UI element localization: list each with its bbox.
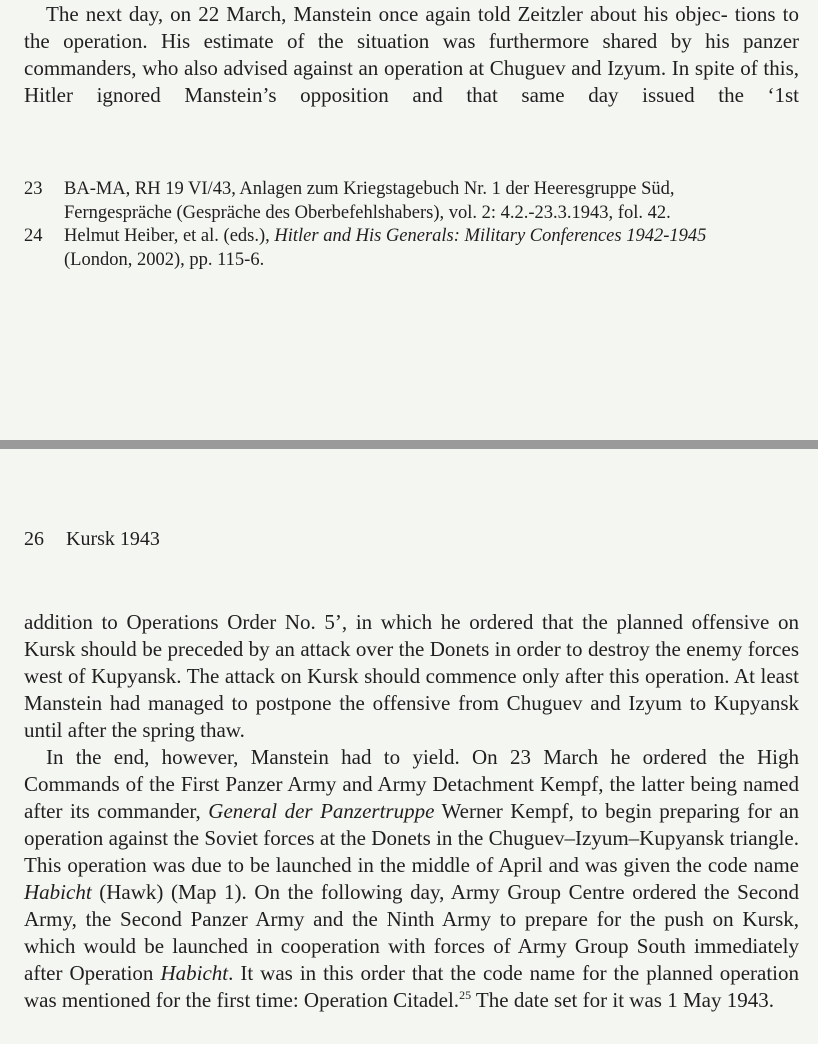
paragraph-2-text: (Hawk) (Map 1). On the following day, Army Group Centre ordered the Second Army, the Second Panzer Army and the Ninth Army to prepare for the push on Kursk, which would be launched in cooperation with forces of Army Group South immediately after Operation [24,880,799,985]
paragraph-2-text: . It was in this order that the code name for the planned operation was mentioned for the first time: Operation Citadel. [24,961,799,1012]
footnote-number: 23 [24,179,43,199]
italic-codename: Habicht [160,961,229,985]
footnote-24-text: Helmut Heiber, et al. (eds.), [64,226,275,246]
paragraph-2-text: In the end, however, Manstein had to yield. On 23 March he ordered the High Commands of the First Panzer Army and Army Detachment Kempf, the latter being named after its commander, [24,745,799,823]
italic-rank: General der Panzertruppe [208,799,435,823]
top-line-3: panzer commanders, who also advised against an operation at Chuguev and Izyum. [24,29,800,80]
paragraph-2-text: The date set for it was 1 May 1943. [471,988,774,1012]
footnote-24-citation: (London, 2002), pp. 115-6. [64,249,265,270]
running-title: Kursk 1943 [66,528,160,550]
running-head [24,526,160,552]
top-paragraph-text [24,1,799,109]
footnote-text [64,178,784,225]
footnote-reference[interactable]: 25 [459,988,472,1002]
paragraph-2-text: Werner Kempf, to begin preparing for an operation against the Soviet forces at the Donets in the Chuguev–Izyum–Kupyansk triangle. This operation was due to be launched in the middle of April and was given the code name [24,799,799,877]
italic-codename: Habicht [24,880,92,904]
page-divider [0,440,818,449]
top-line-2: tions to the operation. His estimate of the situation was furthermore shared by his [24,2,799,53]
top-line-4: In spite of this, Hitler ignored Manstein’s opposition and that same day issued the ‘1st [24,56,800,107]
bottom-page [0,449,818,1044]
footnote-number: 24 [24,226,43,246]
page-number: 26 [24,528,44,550]
footnote-text [64,225,784,272]
footnotes [24,178,784,272]
footnote-24 [24,225,784,272]
footnote-24-title: Hitler and His Generals: Military Conferences 1942-1945 [274,226,707,246]
paragraph-2 [24,744,799,1014]
bottom-text [24,609,799,1014]
footnote-23 [24,178,784,225]
top-line-1: The next day, on 22 March, Manstein once again told Zeitzler about his objec- [46,2,728,26]
top-page [0,0,818,440]
top-paragraph [24,1,799,109]
footnote-23-line-2: Ferngespräche (Gespräche des Oberbefehlshabers), vol. 2: 4.2.-23.3.1943, fol. 42. [64,202,671,223]
paragraph-1: addition to Operations Order No. 5’, in which he ordered that the planned offensive on Kursk should be preceded by an attack over the Donets in order to destroy the enemy forces west of Kupyansk. The attack on Kursk should commence only after this operation. At least Manstein had managed to postpone the offensive from Chuguev and Izyum to Kupyansk until after the spring thaw. [24,610,799,742]
footnote-23-line-1: BA-MA, RH 19 VI/43, Anlagen zum Kriegstagebuch Nr. 1 der Heeresgruppe Süd, [64,179,675,199]
